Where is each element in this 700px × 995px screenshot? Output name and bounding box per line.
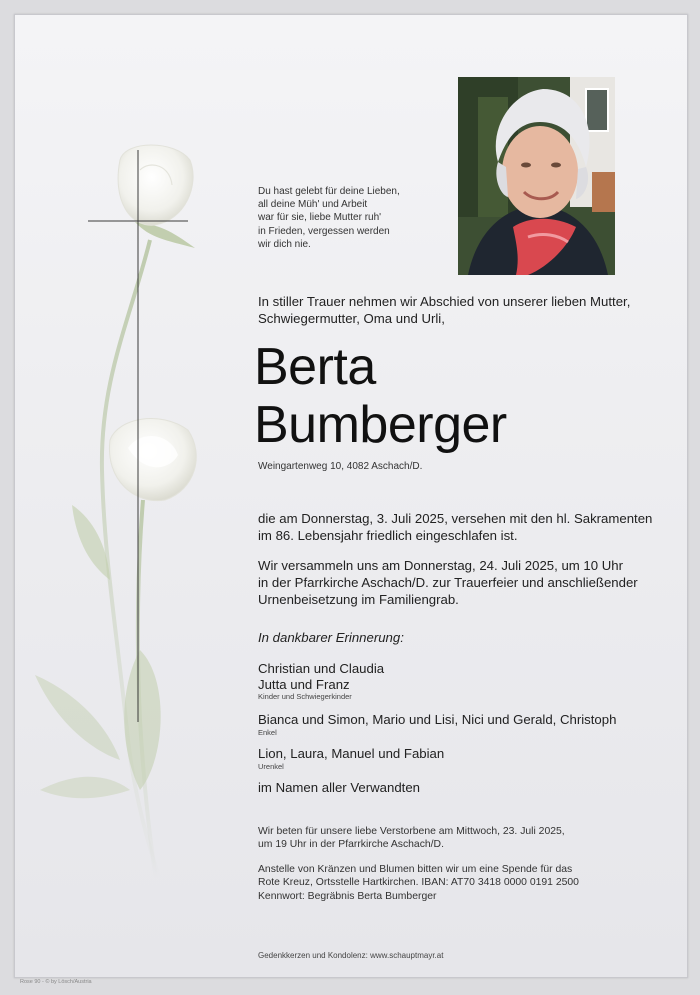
donation-line: Rote Kreuz, Ortsstelle Hartkirchen. IBAN: AT70 3418 0000 0191 2500 xyxy=(258,877,579,889)
rose-leaf xyxy=(40,777,130,798)
rose-leaf xyxy=(124,650,160,790)
service-line: in der Pfarrkirche Aschach/D. zur Trauerfeier und anschließender xyxy=(258,575,638,590)
donation-line: Anstelle von Kränzen und Blumen bitten wir um eine Spende für das xyxy=(258,864,573,875)
rose-sepal xyxy=(135,222,195,248)
memory-heading: In dankbarer Erinnerung: xyxy=(258,630,404,645)
rose-leaf xyxy=(35,675,120,760)
mourner-group xyxy=(258,661,384,701)
death-line: im 86. Lebensjahr friedlich eingeschlafen ist. xyxy=(258,528,518,543)
mourner-relation: Kinder und Schwiegerkinder xyxy=(258,692,352,701)
mourner-group xyxy=(258,746,444,771)
poem-line: all deine Müh' und Arbeit xyxy=(258,199,368,211)
prayer-notice xyxy=(258,825,658,852)
rose-bud-upper xyxy=(118,145,193,225)
service-line: Urnenbeisetzung im Familiengrab. xyxy=(258,592,459,607)
portrait-photo xyxy=(458,77,615,275)
service-notice xyxy=(258,557,658,608)
prayer-line: Wir beten für unsere liebe Verstorbene am Mittwoch, 23. Juli 2025, xyxy=(258,826,565,837)
poem-line: war für sie, liebe Mutter ruh' xyxy=(258,212,382,224)
memorial-poem xyxy=(258,185,448,251)
mourner-names: im Namen aller Verwandten xyxy=(258,780,420,795)
deceased-last-name: Bumberger xyxy=(254,396,507,454)
death-line: die am Donnerstag, 3. Juli 2025, versehen mit den hl. Sakramenten xyxy=(258,511,653,526)
death-notice xyxy=(258,510,658,544)
mourner-relation: Urenkel xyxy=(258,761,284,771)
mourner-group xyxy=(258,712,616,737)
service-line: Wir versammeln uns am Donnerstag, 24. Juli 2025, um 10 Uhr xyxy=(258,558,624,573)
mourner-names: Christian und Claudia xyxy=(258,661,385,676)
condolence-footer: Gedenkkerzen und Kondolenz: www.schauptmayr.at xyxy=(258,951,444,960)
poem-line: Du hast gelebt für deine Lieben, xyxy=(258,186,400,197)
deceased-address: Weingartenweg 10, 4082 Aschach/D. xyxy=(258,461,423,472)
mourner-names: Bianca und Simon, Mario und Lisi, Nici und Gerald, Christoph xyxy=(258,712,617,727)
donation-notice xyxy=(258,863,658,903)
print-credit: Rose 90 - © by Lösch/Austria xyxy=(20,979,92,985)
portrait-illustration xyxy=(458,77,615,275)
deceased-first-name: Berta xyxy=(254,338,376,396)
mourner-names: Jutta und Franz xyxy=(258,676,350,692)
deceased-name xyxy=(254,338,507,454)
intro-line: In stiller Trauer nehmen wir Abschied von unserer lieben Mutter, xyxy=(258,294,631,309)
poem-line: in Frieden, vergessen werden xyxy=(258,225,390,237)
donation-line: Kennwort: Begräbnis Berta Bumberger xyxy=(258,890,437,902)
mourner-group xyxy=(258,780,420,796)
intro-line: Schwiegermutter, Oma und Urli, xyxy=(258,311,445,326)
prayer-line: um 19 Uhr in der Pfarrkirche Aschach/D. xyxy=(258,839,444,851)
mourner-relation: Enkel xyxy=(258,727,277,737)
poem-line: wir dich nie. xyxy=(258,238,311,250)
mourner-names: Lion, Laura, Manuel und Fabian xyxy=(258,746,445,761)
intro-text xyxy=(258,293,658,327)
